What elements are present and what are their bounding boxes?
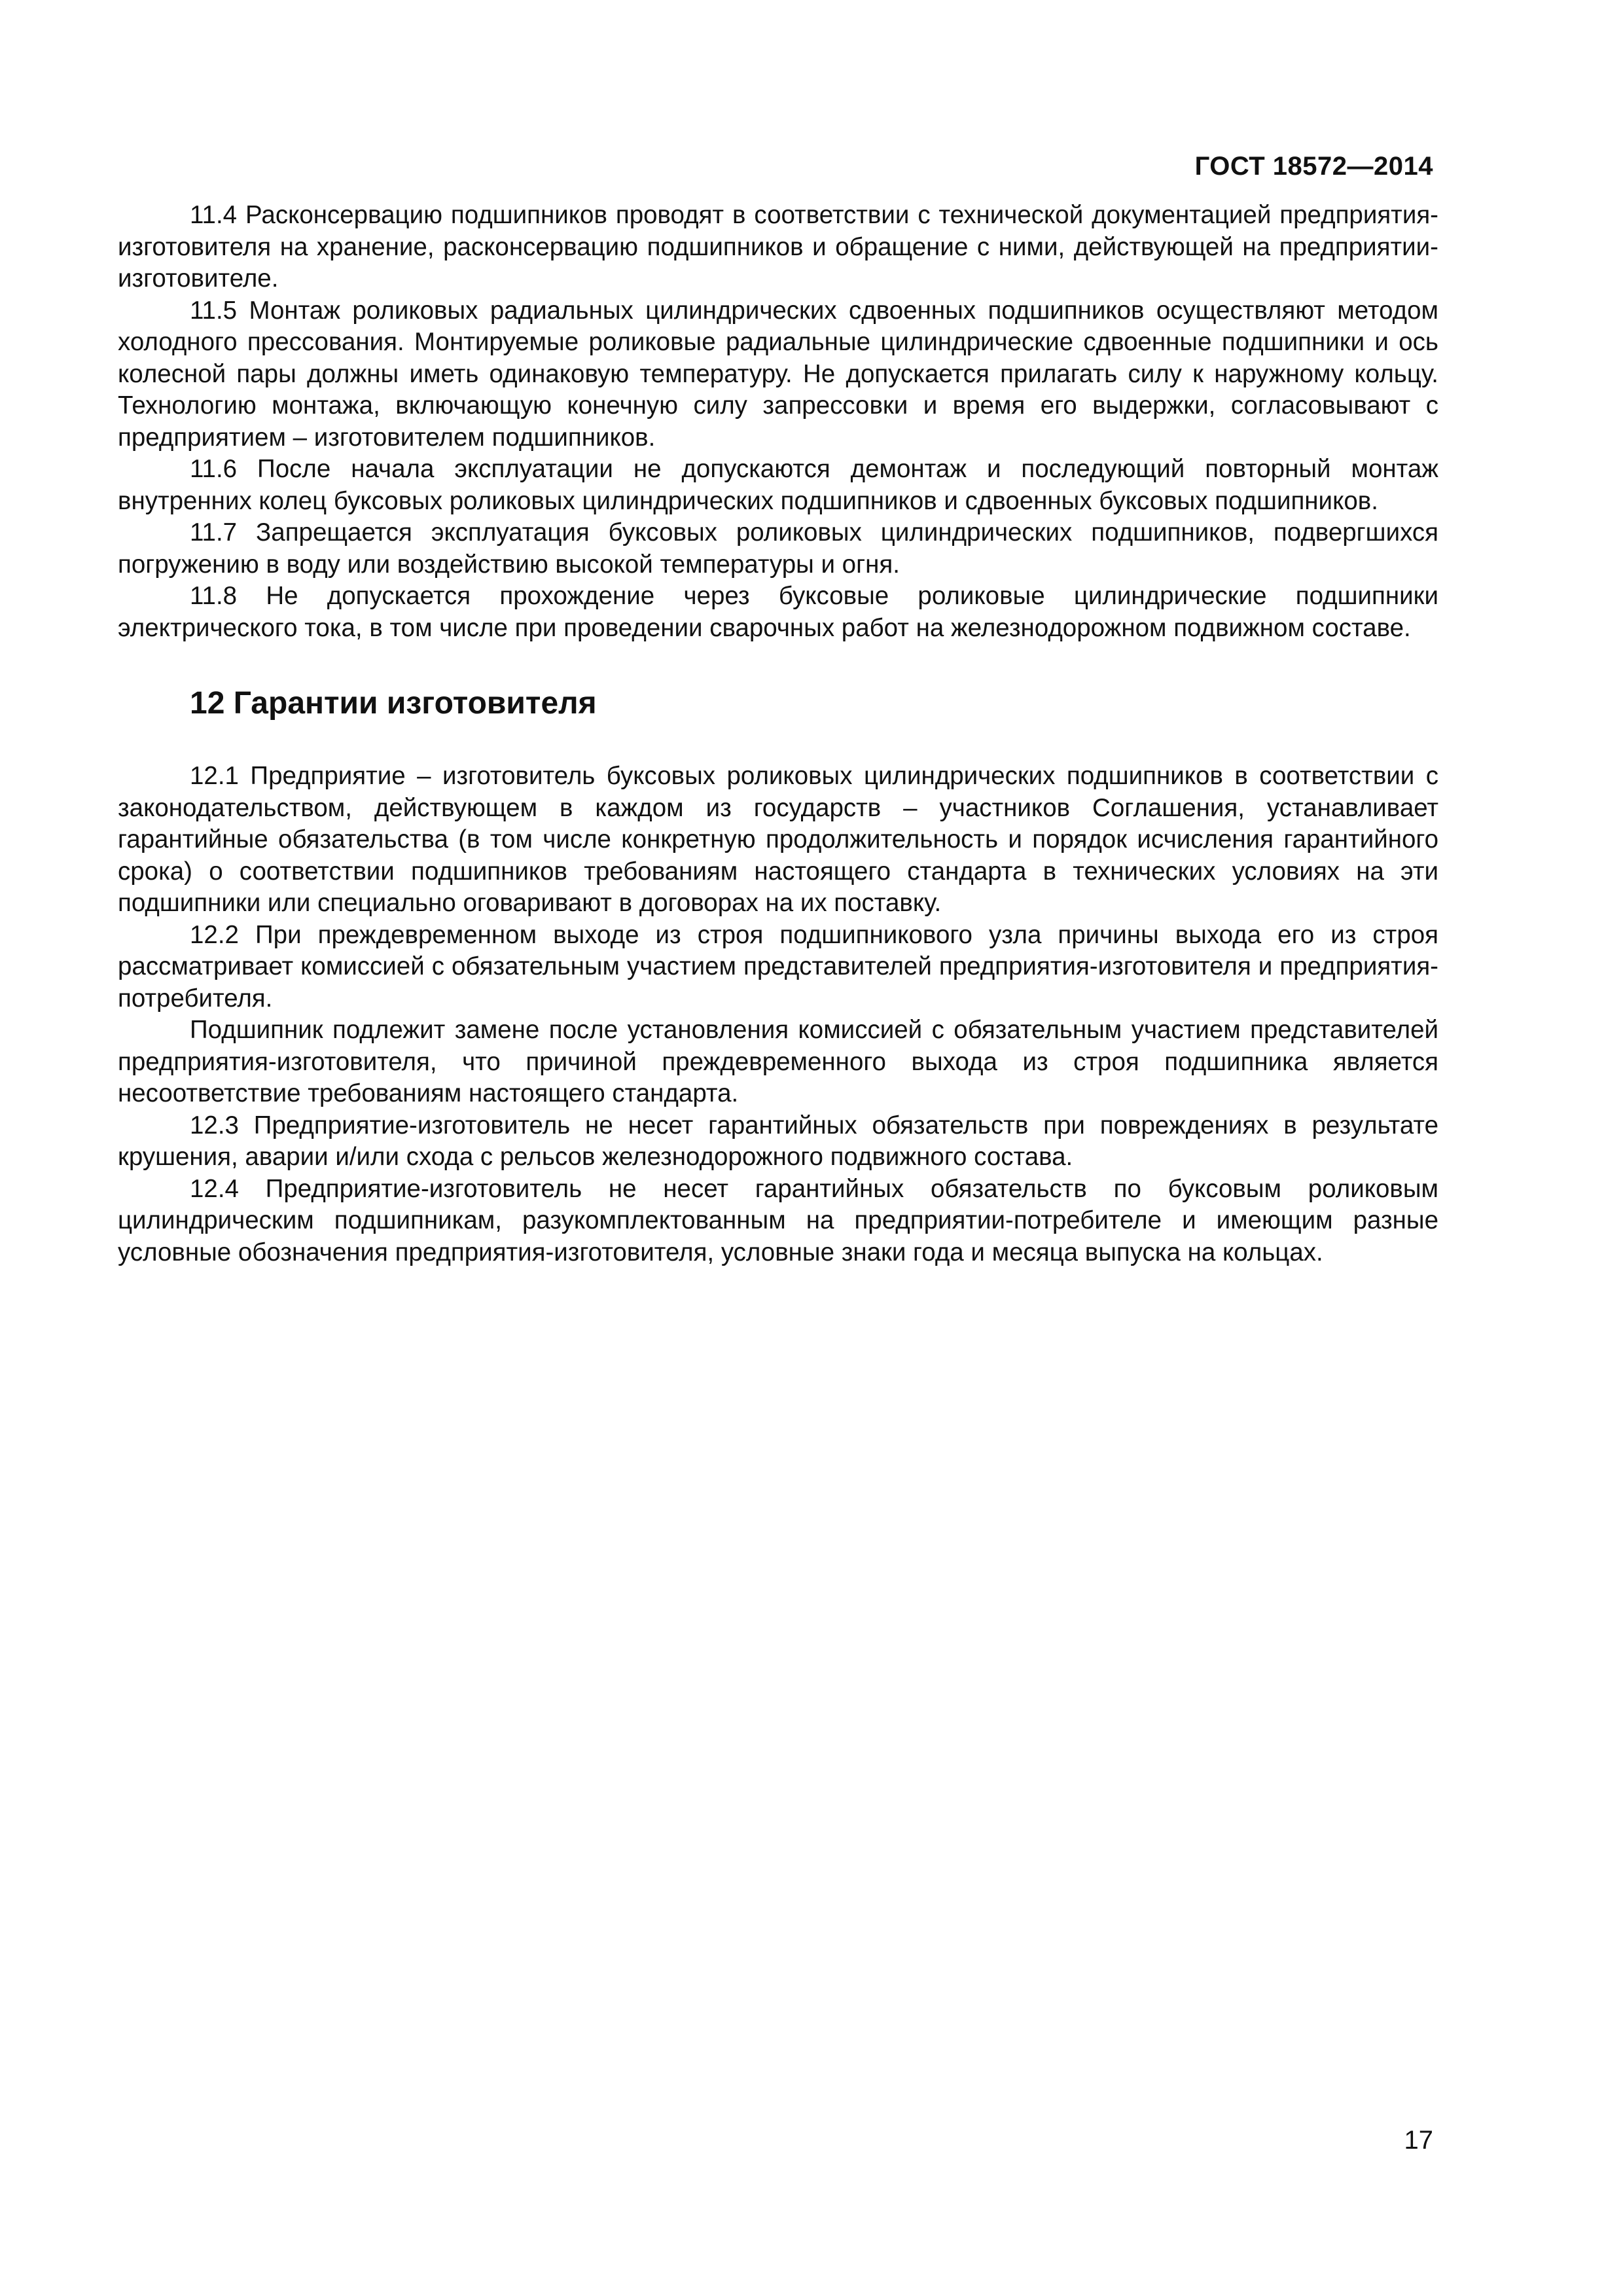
paragraph-11-7: 11.7 Запрещается эксплуатация буксовых роликовых цилиндрических подшипников, подвергшихся погружению в воду или воздействию высокой температуры и огня.: [118, 518, 1438, 579]
paragraph-12-3: 12.3 Предприятие-изготовитель не несет гарантийных обязательств при повреждениях в результате крушения, аварии и/или схода с рельсов железнодорожного подвижного состава.: [118, 1111, 1438, 1171]
paragraph-11-4: 11.4 Расконсервацию подшипников проводят в соответствии с технической документацией предприятия-изготовителя на хранение, расконсервацию подшипников и обращение с ними, действующей на предприятии-изготовителе.: [118, 201, 1438, 293]
paragraph-11-8: 11.8 Не допускается прохождение через буксовые роликовые цилиндрические подшипники электрического тока, в том числе при проведении сварочных работ на железнодорожном подвижном составе.: [118, 582, 1438, 642]
document-body: [118, 200, 1438, 1268]
section-12-heading: 12 Гарантии изготовителя: [190, 686, 597, 721]
paragraph-11-5: 11.5 Монтаж роликовых радиальных цилиндрических сдвоенных подшипников осуществляют методом холодного прессования. Монтируемые роликовые радиальные цилиндрические сдвоенные подшипники и ось колесной пары должны иметь одинаковую температуру. Не допускается прилагать силу к наружному кольцу. Технологию монтажа, включающую конечную силу запрессовки и время его выдержки, согласовывают с предприятием – изготовителем подшипников.: [118, 296, 1438, 452]
paragraph-12-4: 12.4 Предприятие-изготовитель не несет гарантийных обязательств по буксовым роликовым цилиндрическим подшипникам, разукомплектованным на предприятии-потребителе и имеющим разные условные обозначения предприятия-изготовителя, условные знаки года и месяца выпуска на кольцах.: [118, 1174, 1438, 1266]
page-number: 17: [1404, 2126, 1433, 2155]
paragraph-12-2-continued: Подшипник подлежит замене после установления комиссией с обязательным участием представителей предприятия-изготовителя, что причиной преждевременного выхода из строя подшипника является несоответствие требованиям настоящего стандарта.: [118, 1016, 1438, 1107]
document-code-header: ГОСТ 18572—2014: [1194, 152, 1433, 181]
paragraph-11-6: 11.6 После начала эксплуатации не допускаются демонтаж и последующий повторный монтаж внутренних колец буксовых роликовых цилиндрических подшипников и сдвоенных буксовых подшипников.: [118, 455, 1438, 515]
paragraph-12-1: 12.1 Предприятие – изготовитель буксовых роликовых цилиндрических подшипников в соответствии с законодательством, действующем в каждом из государств – участников Соглашения, устанавливает гарантийные обязательства (в том числе конкретную продолжительность и порядок исчисления гарантийного срока) о соответствии подшипников требованиям настоящего стандарта в технических условиях на эти подшипники или специально оговаривают в договорах на их поставку.: [118, 762, 1438, 917]
paragraph-12-2: 12.2 При преждевременном выходе из строя подшипникового узла причины выхода его из строя рассматривает комиссией с обязательным участием представителей предприятия-изготовителя и предприятия-потребителя.: [118, 920, 1438, 1013]
